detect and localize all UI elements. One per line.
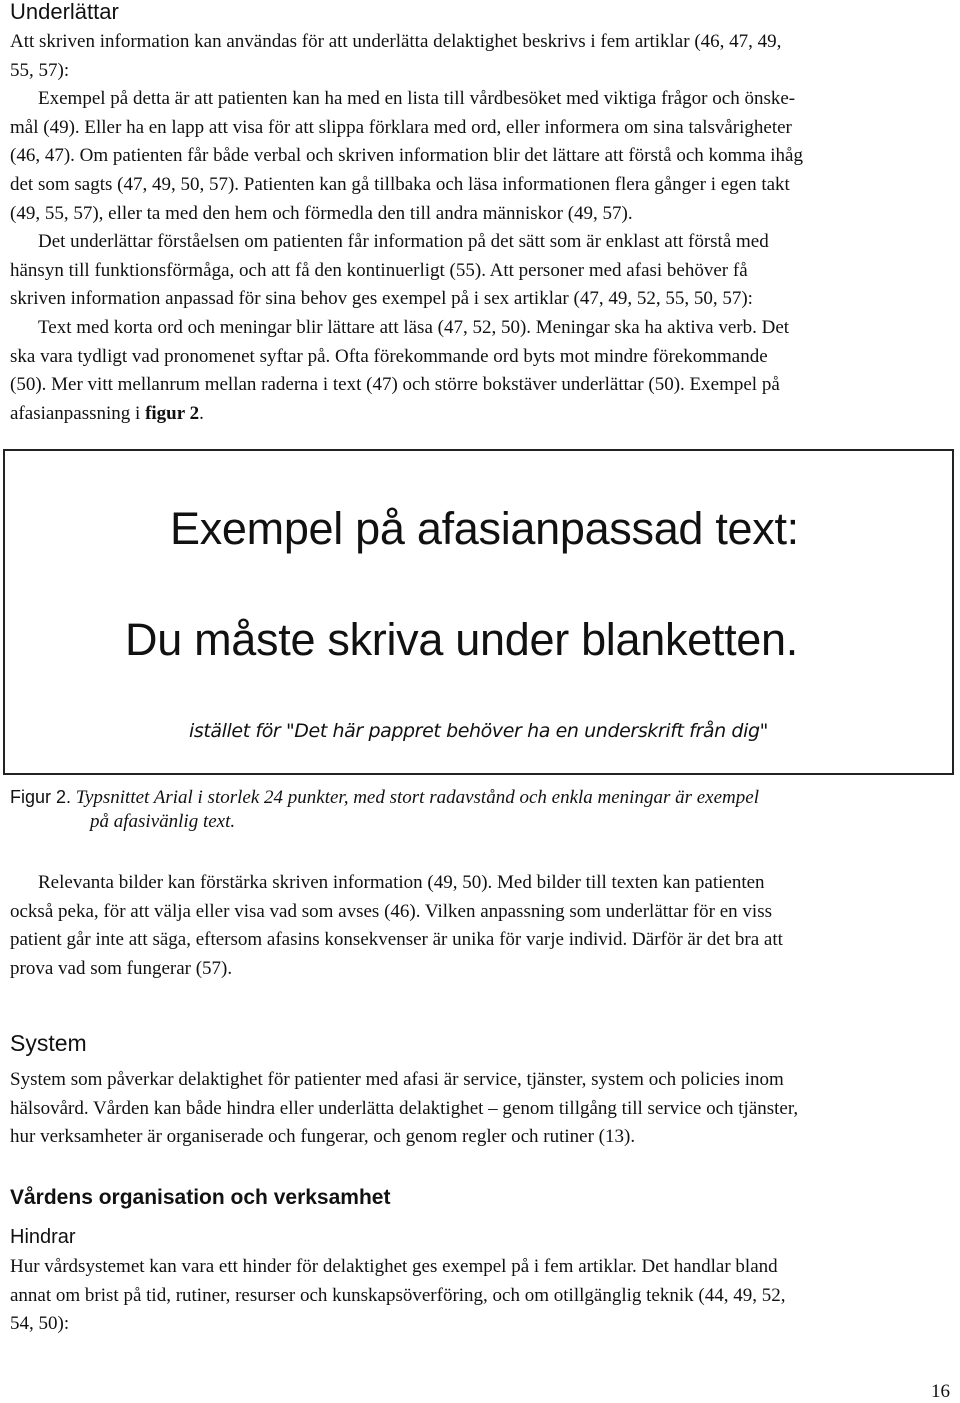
page-number: 16 xyxy=(931,1381,950,1402)
text-line: Att skriven information kan användas för att underlätta delaktighet beskrivs i fem artiklar (46, 47, 49, xyxy=(10,31,782,52)
section-heading-system: System xyxy=(10,1030,87,1056)
text-line: också peka, för att välja eller visa vad som avses (46). Vilken anpassning som underlättar för en viss xyxy=(10,900,772,922)
figure-example-sentence: Du måste skriva under blanketten. xyxy=(125,614,798,665)
text-line: (46, 47). Om patienten får både verbal och skriven information blir det lättare att förstå och komma ihåg xyxy=(10,145,803,167)
text-line: hälsovård. Vården kan både hindra eller underlätta delaktighet – genom tillgång till service och tjänster, xyxy=(10,1097,799,1119)
text-line: prova vad som fungerar (57). xyxy=(10,957,233,979)
paragraph-bilder xyxy=(10,869,940,983)
text-line: mål (49). Eller ha en lapp att visa för att slippa förklara med ord, eller informera om sina talsvårigheter xyxy=(10,116,792,138)
text-fragment: . xyxy=(199,402,204,424)
text-line: Hur vårdsystemet kan vara ett hinder för delaktighet ges exempel på i fem artiklar. Det handlar bland xyxy=(10,1256,778,1277)
text-line: hänsyn till funktionsförmåga, och att få den kontinuerligt (55). Att personer med afasi behöver få xyxy=(10,259,748,281)
caption-label: Figur 2. xyxy=(10,787,72,807)
paragraph-underlattar xyxy=(10,28,940,428)
section-heading-underlattar: Underlättar xyxy=(10,0,119,24)
caption-text-continued: på afasivänlig text. xyxy=(90,811,236,832)
text-line: 54, 50): xyxy=(10,1313,70,1335)
text-line: hur verksamheter är organiserade och fungerar, och genom regler och rutiner (13). xyxy=(10,1126,636,1148)
section-heading-organisation: Vårdens organisation och verksamhet xyxy=(10,1186,391,1209)
text-fragment: afasianpassning i xyxy=(10,402,146,424)
text-line: Det underlättar förståelsen om patienten får information på det sätt som är enklast att förstå med xyxy=(38,231,769,253)
figure-caption xyxy=(10,785,950,834)
text-line: Text med korta ord och meningar blir lättare att läsa (47, 52, 50). Meningar ska ha aktiva verb. Det xyxy=(38,316,790,338)
figure-alternative-sentence: istället för "Det här pappret behöver ha en underskrift från dig" xyxy=(189,720,768,742)
text-line: det som sagts (47, 49, 50, 57). Patienten kan gå tillbaka och läsa informationen flera gånger i egen takt xyxy=(10,173,790,195)
figure-example-box xyxy=(3,449,954,775)
text-line: (49, 55, 57), eller ta med den hem och förmedla den till andra människor (49, 57). xyxy=(10,202,633,224)
text-line: ska vara tydligt vad pronomenet syftar på. Ofta förekommande ord byts mot mindre förekommande xyxy=(10,345,768,367)
text-line: Exempel på detta är att patienten kan ha med en lista till vårdbesöket med viktiga frågor och önske- xyxy=(38,88,796,110)
figure-reference: figur 2 xyxy=(145,402,200,424)
text-line xyxy=(10,400,940,429)
figure-heading: Exempel på afasianpassad text: xyxy=(170,503,799,554)
text-line: annat om brist på tid, rutiner, resurser och kunskapsöverföring, och om otillgänglig teknik (44, 49, 52, xyxy=(10,1284,786,1306)
text-line: (50). Mer vitt mellanrum mellan raderna i text (47) och större bokstäver underlättar (50). Exempel på xyxy=(10,374,780,396)
caption-text: Typsnittet Arial i storlek 24 punkter, med stort radavstånd och enkla meningar är exempel xyxy=(71,787,759,808)
text-line: patient går inte att säga, eftersom afasins konsekvenser är unika för varje individ. Därför är det bra att xyxy=(10,929,783,951)
subheading-hindrar: Hindrar xyxy=(10,1226,76,1248)
paragraph-hindrar xyxy=(10,1253,940,1339)
text-line: skriven information anpassad för sina behov ges exempel på i sex artiklar (47, 49, 52, 55, 50, 57): xyxy=(10,288,753,310)
paragraph-system xyxy=(10,1066,940,1152)
text-line: System som påverkar delaktighet för patienter med afasi är service, tjänster, system och policies inom xyxy=(10,1069,784,1090)
text-line: 55, 57): xyxy=(10,59,70,81)
text-line: Relevanta bilder kan förstärka skriven information (49, 50). Med bilder till texten kan patienten xyxy=(38,872,765,893)
